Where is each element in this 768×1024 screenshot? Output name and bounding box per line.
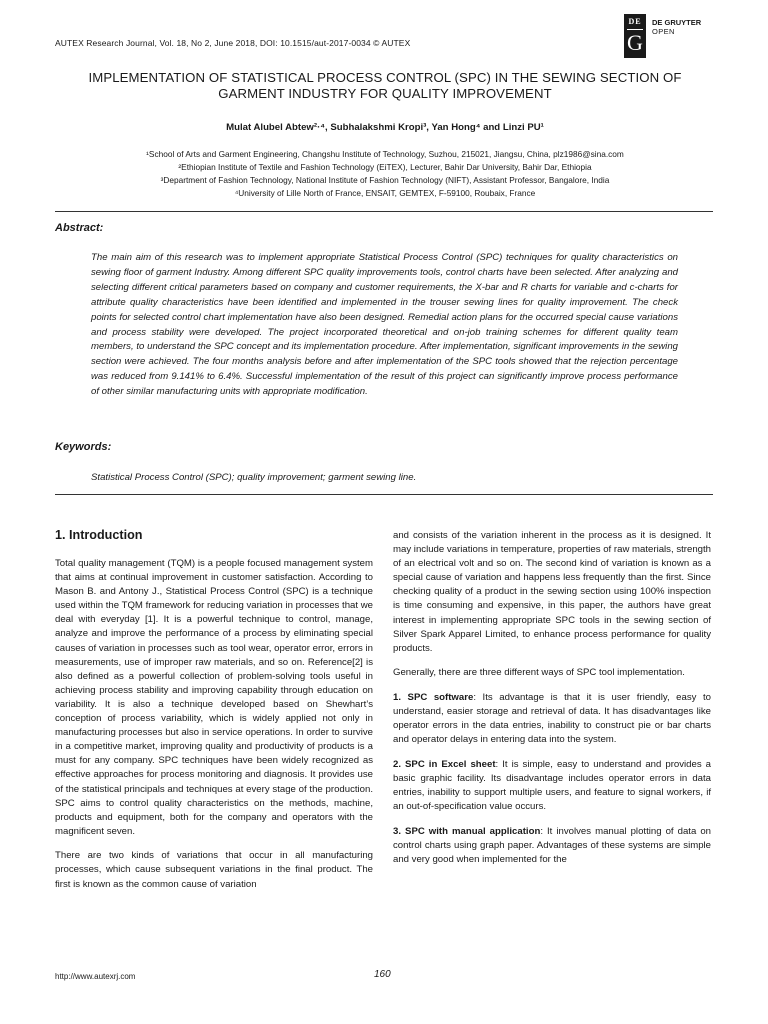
keywords-heading: Keywords: xyxy=(55,441,112,453)
affiliation-2: ²Ethiopian Institute of Textile and Fashion Technology (EiTEX), Lecturer, Bahir Dar University, Bahir Dar, Ethiopia xyxy=(178,162,592,172)
paragraph: and consists of the variation inherent in the process as it is designed. It may include variations in temperature, properties of raw materials, strength of an electrical volt and so on. The second kind of variation is known as a special cause of variation and happens less frequently than the first. Since checking quality of a product in the sewing section using 100% inspection is time consuming and expensive, in this paper, the authors have great interest in implementing appropriate SPC tools in the sewing section of Silver Spark Apparel Limited, to enhance process performance for quality products. xyxy=(393,530,711,654)
list-item xyxy=(393,758,711,814)
running-head: AUTEX Research Journal, Vol. 18, No 2, June 2018, DOI: 10.1515/aut-2017-0034 © AUTEX xyxy=(55,38,411,48)
list-item-label: 2. SPC in Excel sheet xyxy=(393,758,496,770)
keywords-text: Statistical Process Control (SPC); quality improvement; garment sewing line. xyxy=(91,472,417,483)
title-line-1: IMPLEMENTATION OF STATISTICAL PROCESS CONTROL (SPC) IN THE SEWING SECTION OF xyxy=(88,70,682,85)
divider-bottom xyxy=(55,494,713,495)
affiliation-1: ¹School of Arts and Garment Engineering, Changshu Institute of Technology, Suzhou, 215021, Jiangsu, China, plz1986@sina.com xyxy=(146,149,624,159)
list-item-text: : It is simple, easy to understand and provides a basic graphic facility. Its disadvantage includes operator errors in data entries, inability to support multiple users, and feature to signal workers, if an out-of-specification value occurs. xyxy=(393,758,711,813)
section-heading-introduction: 1. Introduction xyxy=(55,528,143,542)
abstract-heading: Abstract: xyxy=(55,222,104,234)
list-item-text: : It involves manual plotting of data on control charts using graph paper. Advantages of these systems are simple and very good when implemented for the xyxy=(393,825,711,865)
affiliation-4: ⁴University of Lille North of France, ENSAIT, GEMTEX, F-59100, Roubaix, France xyxy=(234,188,536,198)
divider-top xyxy=(55,211,713,212)
list-item xyxy=(393,825,711,867)
paragraph: There are two kinds of variations that occur in all manufacturing processes, which cause subsequent variations in the final product. The first is known as the common cause of variation xyxy=(55,850,373,890)
affiliation-3: ³Department of Fashion Technology, National Institute of Fashion Technology (NIFT), Assistant Professor, Bangalore, India xyxy=(160,175,610,185)
logo-letters-top: DE xyxy=(628,17,642,26)
title-line-2: GARMENT INDUSTRY FOR QUALITY IMPROVEMENT xyxy=(218,86,552,101)
publisher-name: DE GRUYTER xyxy=(652,18,702,27)
column-right xyxy=(393,529,711,877)
list-item-label: 1. SPC software xyxy=(393,691,474,703)
list-item-label: 3. SPC with manual application xyxy=(393,825,541,837)
logo-letter-bottom: G xyxy=(627,30,643,55)
publisher-logo-icon xyxy=(624,14,646,58)
abstract-text: The main aim of this research was to implement appropriate Statistical Process Control (SPC) techniques for quality characteristics on sewing floor of garment Industry. Among different SPC quality improvements tools, control charts have been selected. After analyzing and selecting different critical parameters based on company and customer requirements, the X-bar and R charts for variable and c-charts for attribute quality characteristics have been identified and implemented in the trouser sewing lines for quality improvement. The check points for selected control chart implementation have also been designed. Remedial action plans for the occurred special cause variations and process stability were developed. The project incorporated theoretical and on-job training schemes for different quality team members, to understand the SPC concept and its implementation procedure. After implementation, significant improvements in the sewing section were achieved. The four months analysis before and after implementation of the SPC tools showed that the rejection percentage was reduced from 9.141% to 6.4%. Successful implementation of the result of this project can significantly improve process performance of other similar manufacturing units with appropriate modification. xyxy=(91,252,678,398)
paragraph: Total quality management (TQM) is a people focused management system that aims at continual improvement in customer satisfaction. According to Mason B. and Antony J., Statistical Process Control (SPC) is a technique used within the TQM framework for reducing variation in processes that we deal with everyday [1]. It is a powerful technique to control, manage, analyze and improve the performance of a process by eliminating special causes of variation in processes such as tool wear, operator error, errors in measurements, use of improper raw materials, and so on. Reference[2] is also defined as a powerful collection of problem-solving tools useful in achieving process stability and improving capability through education on variability. It is also a technique developed based on Shewhart’s conception of process variability, which is widely applied not only in manufacturing processes but also in service operations. In order to survive in a competitive market, improving quality and productivity of products is a must for any company. SPC techniques have been widely recognized as effective approaches for process monitoring and diagnosis. It provides use of the statistical principals and techniques at every stage of the production. SPC aims to control quality characteristics on the methods, machine, products and equipment, both for the company and operators with the magnificent seven. xyxy=(55,558,373,837)
publisher-sub: OPEN xyxy=(652,27,675,36)
page-number: 160 xyxy=(374,969,391,980)
author-list: Mulat Alubel Abtew²·⁴, Subhalakshmi Kropi³, Yan Hong⁴ and Linzi PU¹ xyxy=(226,122,544,133)
article-title xyxy=(60,70,710,102)
list-item xyxy=(393,691,711,747)
column-left xyxy=(55,527,373,902)
paragraph: Generally, there are three different ways of SPC tool implementation. xyxy=(393,667,685,679)
list-item-text: : Its advantage is that it is user friendly, easy to understand, easier storage and retrieval of data. It has disadvantages like operator errors in the data entries, inability to construct pie or bar charts and operator delays in entering data into the system. xyxy=(393,691,711,746)
footer-url-link[interactable]: http://www.autexrj.com xyxy=(55,972,136,981)
